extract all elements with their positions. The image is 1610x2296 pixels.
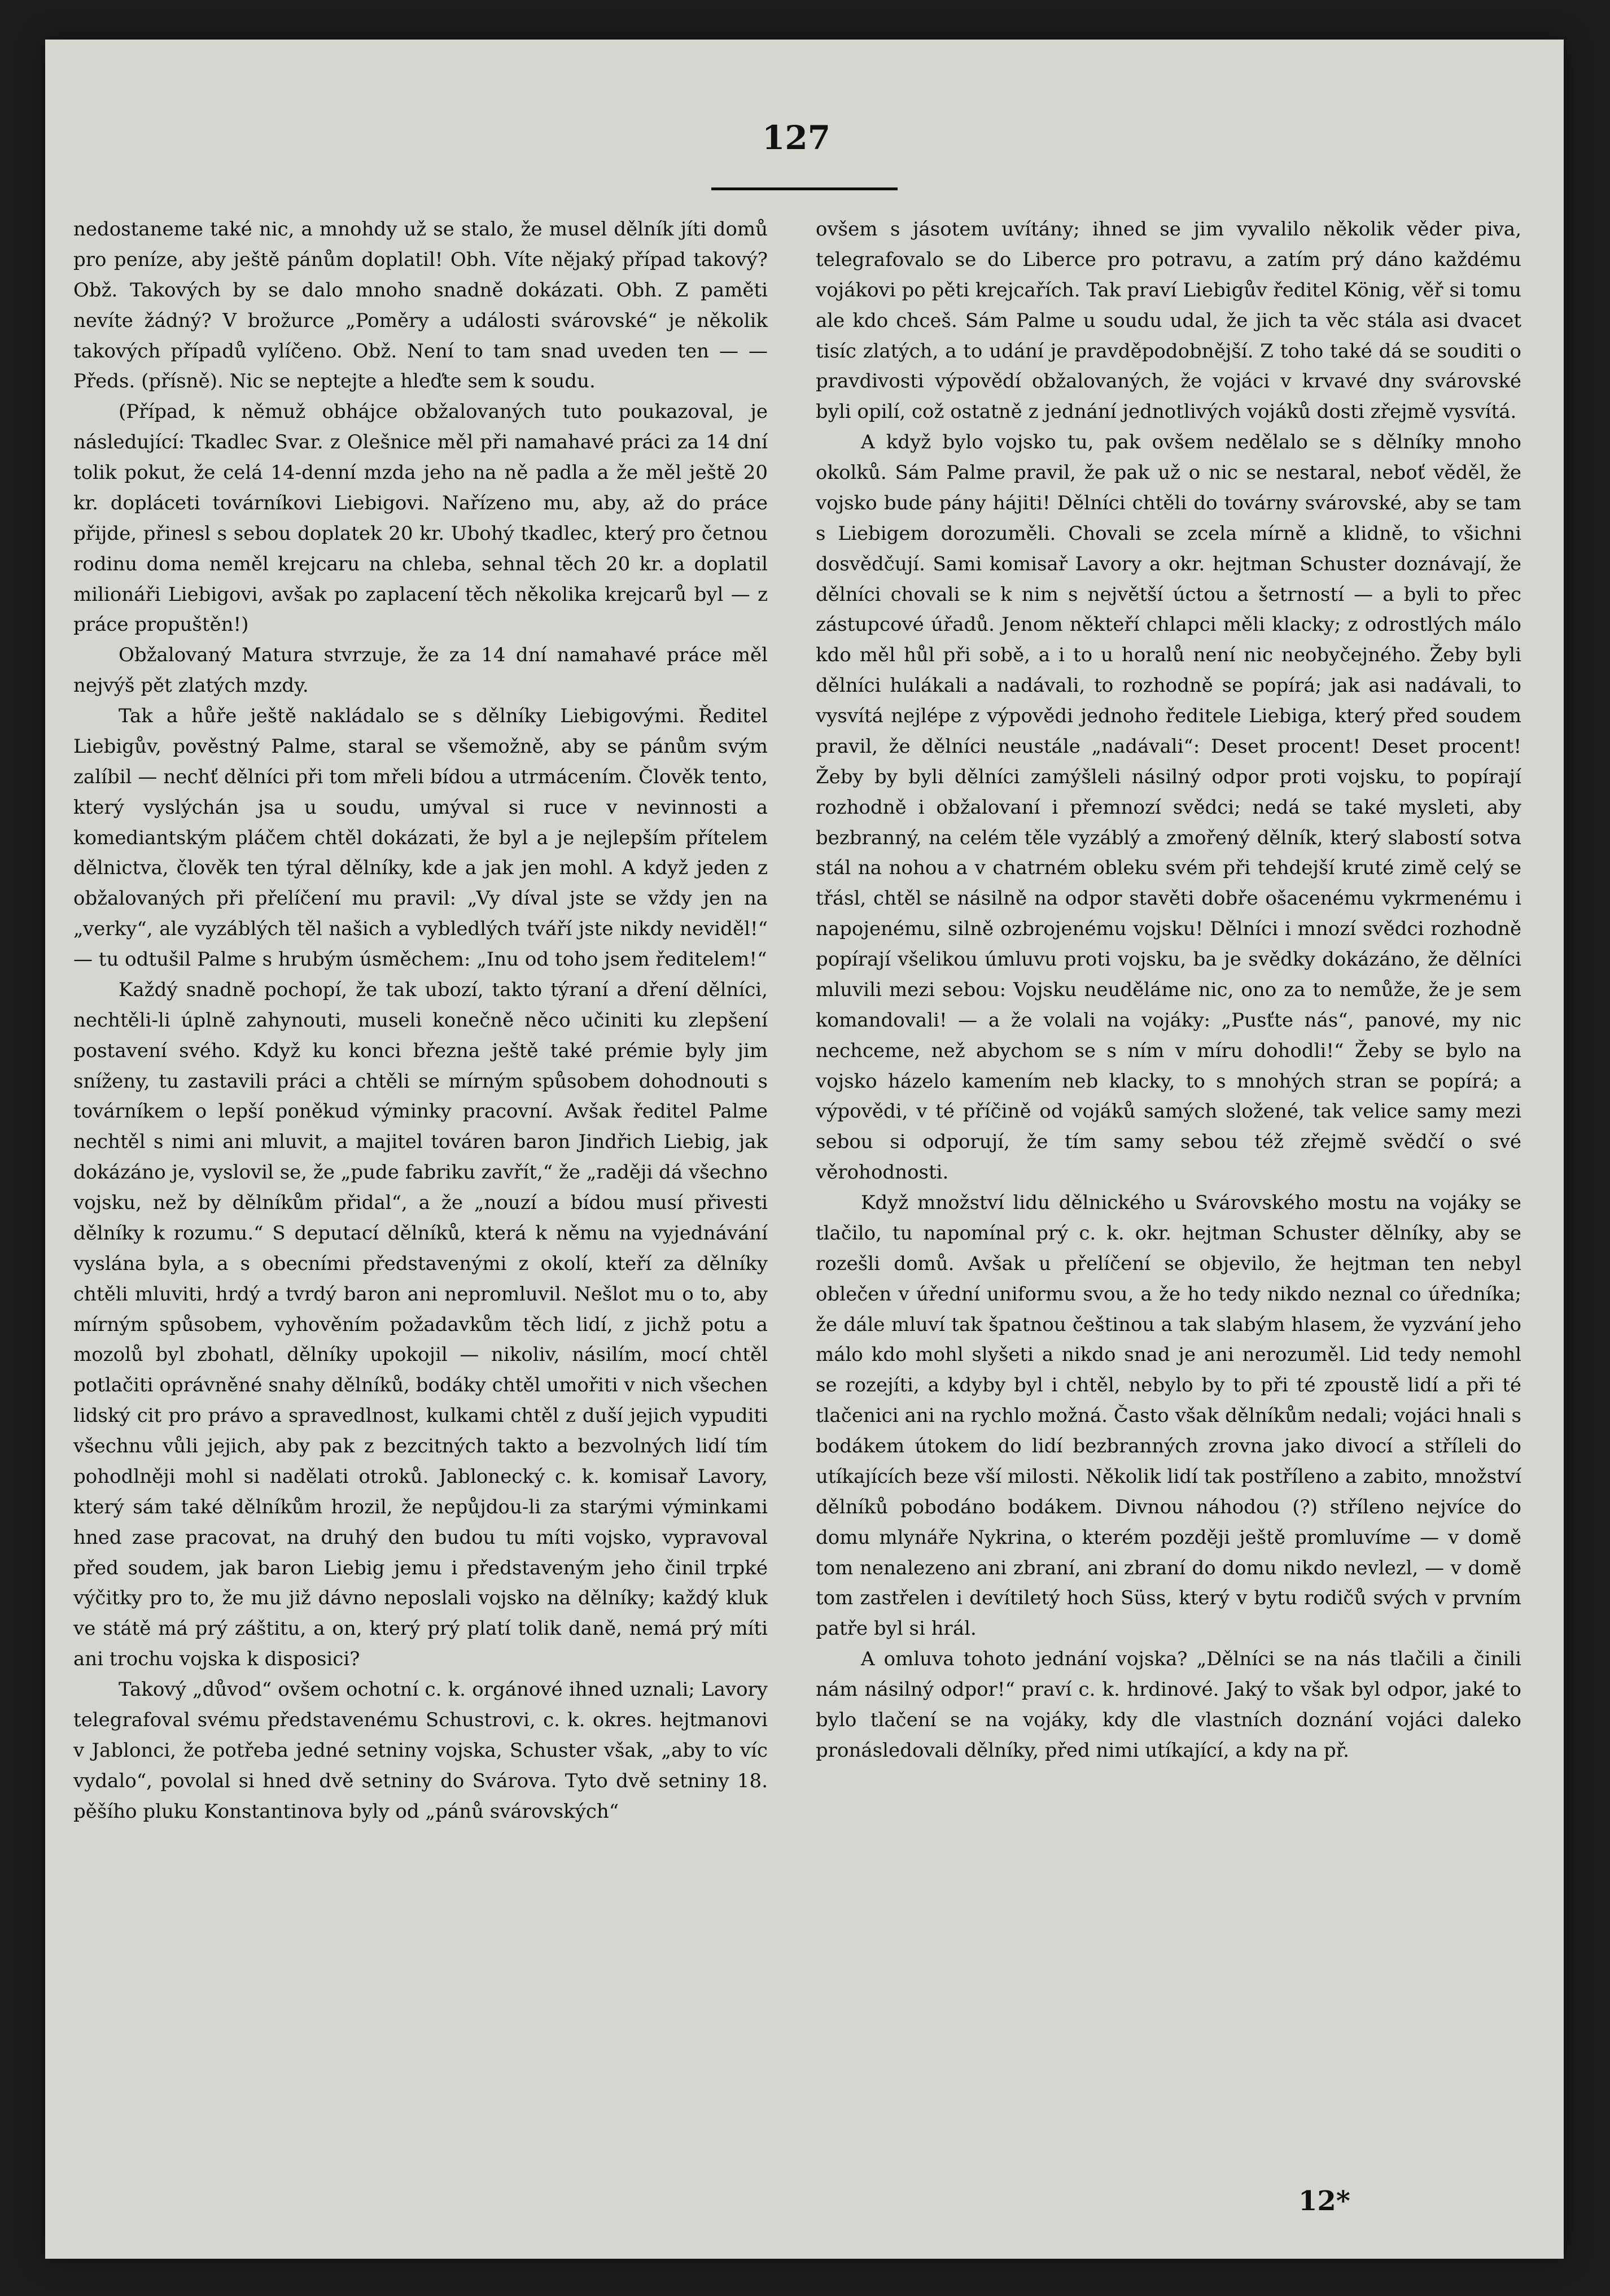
left-column xyxy=(73,215,768,1827)
right-column xyxy=(816,215,1521,1766)
paragraph: ovšem s jásotem uvítány; ihned se jim vyvalilo několik věder piva, telegrafovalo se do Liberce pro potravu, a zatím prý dáno každému vojákovi po pěti krejcařích. Tak praví Liebigův ředitel König, věř si tomu ale kdo chceš. Sám Palme u soudu udal, že jich ta věc stála asi dvacet tisíc zlatých, a to udání je pravděpodobnější. Z toho také dá se souditi o pravdivosti výpovědí obžalovaných, že vojáci v krvavé dny svárovské byli opilí, což ostatně z jednání jednotlivých vojáků dosti zřejmě vysvítá. xyxy=(816,218,1521,424)
signature-mark: 12* xyxy=(1298,2185,1350,2217)
paragraph: A když bylo vojsko tu, pak ovšem nedělalo se s dělníky mnoho okolků. Sám Palme pravil, že pak už o nic se nestaral, neboť věděl, že vojsko bude pány hájiti! Dělníci chtěli do továrny svárovské, aby se tam s Liebigem dorozuměli. Chovali se zcela mírně a klidně, to všichni dosvědčují. Sami komisař Lavory a okr. hejtman Schuster doznávají, že dělníci chovali se k nim s největší úctou a šetrností — a byli to přec zástupcové úřadů. Jenom někteří chlapci měli klacky; z odrostlých málo kdo měl hůl při sobě, a i to u horalů není nic neobyčejného. Žeby byli dělníci hulákali a nadávali, to rozhodně se popírá; jak asi nadávali, to vysvítá nejlépe z výpovědi jednoho ředitele Liebiga, který před soudem pravil, že dělníci neustále „nadávali“: Deset procent! Deset procent! Žeby by byli dělníci zamýšleli násilný odpor proti vojsku, to popírají rozhodně i obžalovaní i přemnozí svědci; nedá se také mysleti, aby bezbranný, na celém těle vyzáblý a zmořený dělník, který slabostí sotva stál na nohou a v chatrném obleku svém při tehdejší kruté zimě celý se třásl, chtěl se násilně na odpor stavěti dobře ošacenému vykrmenému i napojenému, silně ozbrojenému vojsku! Dělníci i mnozí svědci rozhodně popírají všelikou úmluvu proti vojsku, ba je svědky dokázáno, že dělníci mluvili mezi sebou: Vojsku neuděláme nic, ono za to nemůže, že je sem komandovali! — a že volali na vojáky: „Pusťte nás“, panové, my nic nechceme, než abychom se s ním v míru dohodli!“ Žeby se bylo na vojsko házelo kamením neb klacky, to s mnohých stran se popírá; a výpovědi, v té příčině od vojáků samých složené, tak velice samy mezi sebou si odporují, že tím samy sebou též zřejmě svědčí o své věrohodnosti. xyxy=(816,431,1521,1184)
document-page xyxy=(45,40,1564,2259)
paragraph: Obžalovaný Matura stvrzuje, že za 14 dní namahavé práce měl nejvýš pět zlatých mzdy. xyxy=(73,644,768,697)
paragraph: A omluva tohoto jednání vojska? „Dělníci se na nás tlačili a činili nám násilný odpor!“ praví c. k. hrdinové. Jaký to však byl odpor, jaké to bylo tlačení se na vojáky, kdy dle vlastních doznání vojáci daleko pronásledovali dělníky, před nimi utíkající, a kdy na př. xyxy=(816,1648,1521,1762)
paragraph: Tak a hůře ještě nakládalo se s dělníky Liebigovými. Ředitel Liebigův, pověstný Palme, staral se všemožně, aby se pánům svým zalíbil — nechť dělníci při tom mřeli bídou a utrmácením. Člověk tento, který vyslýchán jsa u soudu, umýval si ruce v nevinnosti a komediantským pláčem chtěl dokázati, že byl a je nejlepším přítelem dělnictva, člověk ten týral dělníky, kde a jak jen mohl. A když jeden z obžalovaných při přelíčení mu pravil: „Vy díval jste se vždy jen na „verky“, ale vyzáblých těl našich a vybledlých tváří jste nikdy neviděl!“ — tu odtušil Palme s hrubým úsměchem: „Inu od toho jsem ředitelem!“ xyxy=(73,705,768,971)
paragraph: Když množství lidu dělnického u Svárovského mostu na vojáky se tlačilo, tu napomínal prý c. k. okr. hejtman Schuster dělníky, aby se rozešli domů. Avšak u přelíčení se objevilo, že hejtman ten nebyl oblečen v úřední uniformu svou, a že ho tedy nikdo neznal co úředníka; že dále mluví tak špatnou češtinou a tak slabým hlasem, že vyzvání jeho málo kdo mohl slyšeti a nikdo snad je ani nerozuměl. Lid tedy nemohl se rozejíti, a kdyby byl i chtěl, nebylo by to při té zpoustě lidí a při té tlačenici ani na rychlo možná. Často však dělníkům nedali; vojáci hnali s bodákem útokem do lidí bezbranných zrovna jako divocí a stříleli do utíkajících beze vší milosti. Několik lidí tak postříleno a zabito, množství dělníků pobodáno bodákem. Divnou náhodou (?) stříleno nejvíce do domu mlynáře Nykrina, o kterém později ještě promluvíme — v domě tom nenalezeno ani zbraní, ani zbraní do domu nikdo nevlezl, — v domě tom zastřelen i devítiletý hoch Süss, který v bytu rodičů svých v prvním patře byl si hrál. xyxy=(816,1191,1521,1640)
paragraph: Takový „důvod“ ovšem ochotní c. k. orgánové ihned uznali; Lavory telegrafoval svému představenému Schustrovi, c. k. okres. hejtmanovi v Jablonci, že potřeba jedné setniny vojska, Schuster však, „aby to víc vydalo“, povolal si hned dvě setniny do Svárova. Tyto dvě setniny 18. pěšího pluku Konstantinova byly od „pánů svárovských“ xyxy=(73,1678,768,1823)
paragraph: (Případ, k němuž obhájce obžalovaných tuto poukazoval, je následující: Tkadlec Svar. z Olešnice měl při namahavé práci za 14 dní tolik pokut, že celá 14-denní mzda jeho na ně padla a že měl ještě 20 kr. dopláceti továrníkovi Liebigovi. Nařízeno mu, aby, až do práce přijde, přinesl s sebou doplatek 20 kr. Ubohý tkadlec, který pro četnou rodinu doma neměl krejcaru na chleba, sehnal těch 20 kr. a doplatil milionáři Liebigovi, avšak po zaplacení těch několika krejcarů byl — z práce propuštěn!) xyxy=(73,400,768,636)
header-rule xyxy=(711,187,898,190)
paragraph: nedostaneme také nic, a mnohdy už se stalo, že musel dělník jíti domů pro peníze, aby ještě pánům doplatil! Obh. Víte nějaký případ takový? Obž. Takových by se dalo mnoho snadně dokázati. Obh. Z paměti nevíte žádný? V brožurce „Poměry a události svárovské“ je několik takových případů vylíčeno. Obž. Není to tam snad uveden ten — — Předs. (přísně). Nic se neptejte a hleďte sem k soudu. xyxy=(73,218,768,393)
paragraph: Každý snadně pochopí, že tak ubozí, takto týraní a dření dělníci, nechtěli-li úplně zahynouti, museli konečně něco učiniti ku zlepšení postavení svého. Když ku konci března ještě také prémie byly jim sníženy, tu zastavili práci a chtěli se mírným spůsobem dohodnouti s továrníkem o lepší poněkud výminky pracovní. Avšak ředitel Palme nechtěl s nimi ani mluvit, a majitel továren baron Jindřich Liebig, jak dokázáno je, vyslovil se, že „pude fabriku zavřít,“ že „raději dá všechno vojsku, než by dělníkům přidal“, a že „nouzí a bídou musí přivesti dělníky k rozumu.“ S deputací dělníků, která k němu na vyjednávání vyslána byla, a s obecními představenými z okolí, kteří za dělníky chtěli mluviti, hrdý a tvrdý baron ani nepromluvil. Nešlot mu o to, aby mírným spůsobem, vyhověním požadavkům těch lidí, z jichž potu a mozolů byl zbohatl, dělníky upokojil — nikoliv, násilím, mocí chtěl potlačiti oprávněné snahy dělníků, bodáky chtěl umořiti v nich všechen lidský cit pro právo a spravedlnost, kulkami chtěl z duší jejich vypuditi všechnu vůli jejich, aby pak z bezcitných takto a bezvolných lidí tím pohodlněji mohl si nadělati otroků. Jablonecký c. k. komisař Lavory, který sám také dělníkům hrozil, že nepůjdou-li za starými výminkami hned zase pracovat, na druhý den budou tu míti vojsko, vypravoval před soudem, jak baron Liebig jemu i představeným jeho činil trpké výčitky pro to, že mu již dávno neposlali vojsko na dělníky; každý kluk ve státě má prý záštitu, a on, který prý platí tolik daně, nemá prý míti ani trochu vojska k disposici? xyxy=(73,978,768,1671)
page-number: 127 xyxy=(762,119,831,157)
